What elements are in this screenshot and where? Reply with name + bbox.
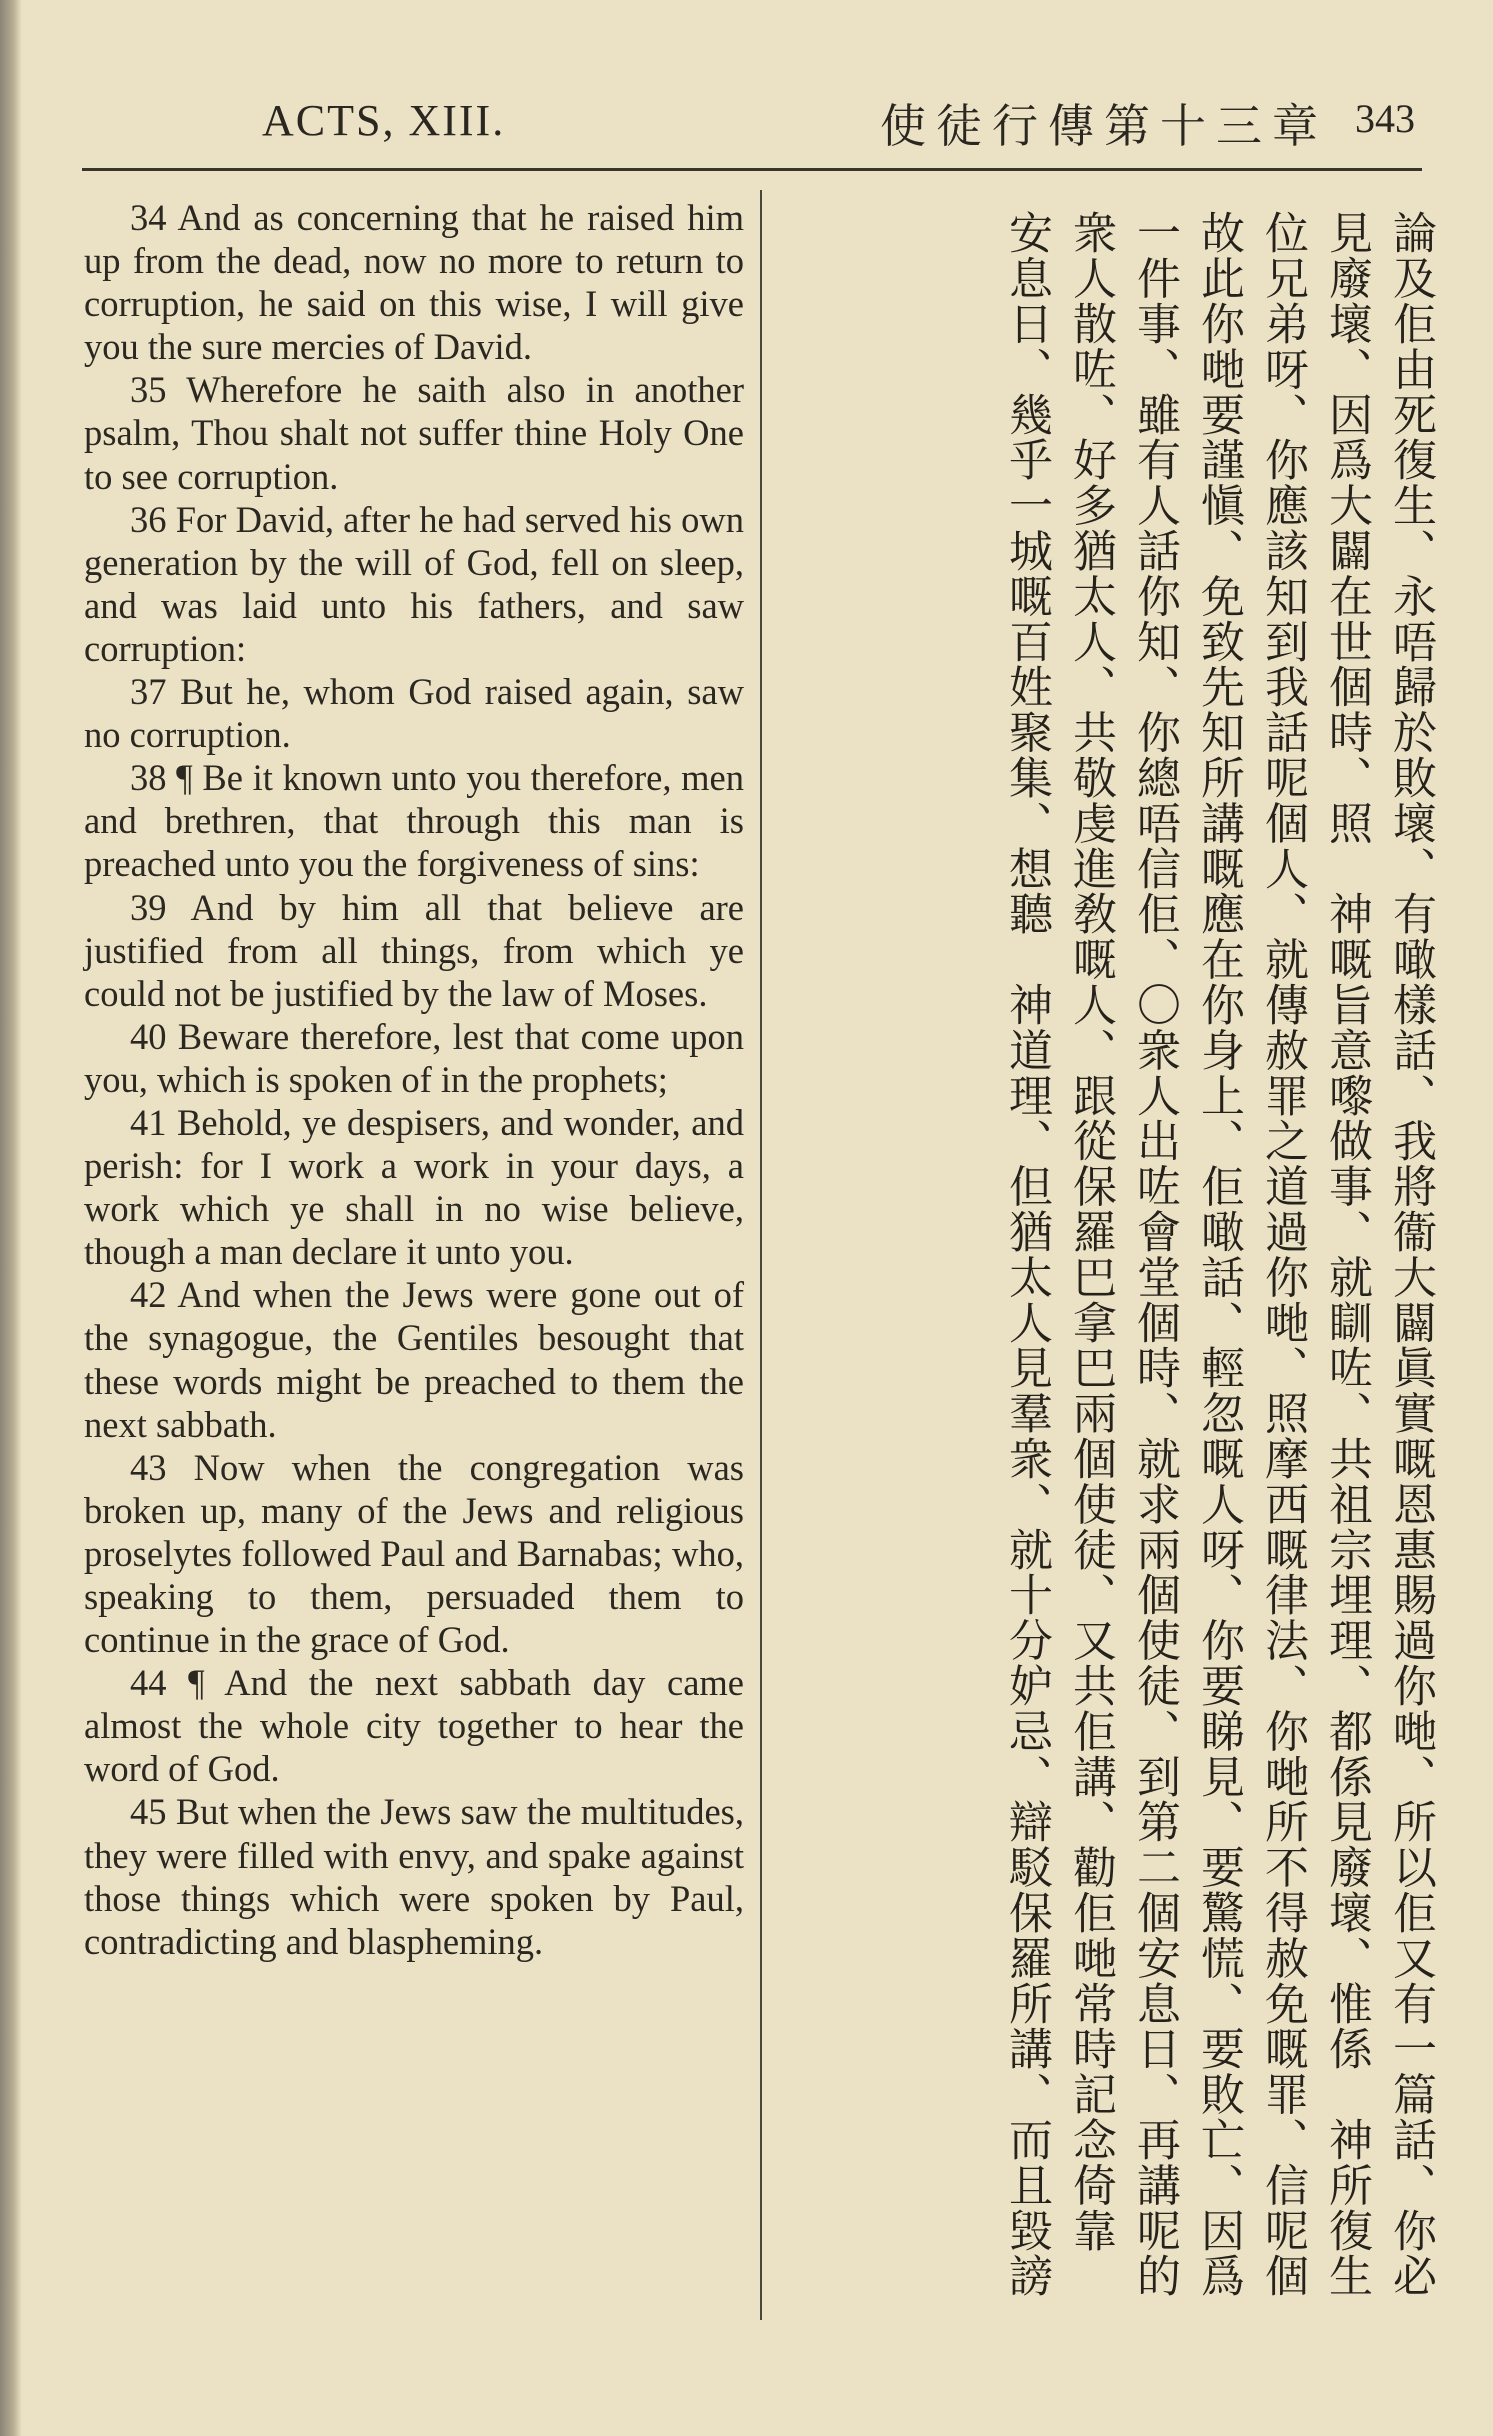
chinese-text-column: 見廢壞、因爲大闢在世個時、照 神嘅旨意嚟做事、就瞓咗、共祖宗埋理、都係見廢壞、惟係 神所復生 bbox=[1321, 210, 1372, 2299]
verse-40: 40 Beware therefore, lest that come upon you, which is spoken of in the prophets; bbox=[84, 1015, 744, 1100]
chinese-text-column: 故此你哋要謹愼、免致先知所講嘅應在你身上、佢噉話、輕忽嘅人呀、你要睇見、要驚慌、要敗亡、因爲 bbox=[1193, 210, 1244, 2299]
chinese-text-column: 衆人散咗、好多猶太人、共敬虔進敎嘅人、跟從保羅巴拿巴兩個使徒、又共佢講、勸佢哋常時記念倚靠 bbox=[1065, 210, 1116, 2253]
column-divider bbox=[760, 190, 762, 2320]
chinese-text-column: 論及佢由死復生、永唔歸於敗壞、有噉樣話、我將衞大闢眞實嘅恩惠賜過你哋、所以佢又有一篇話、你必 bbox=[1385, 210, 1436, 2299]
header-english-title: ACTS, XIII. bbox=[262, 96, 506, 145]
verse-43: 43 Now when the congregation was broken up, many of the Jews and religious proselytes followed Paul and Barnabas; who, speaking to them, persuaded them to continue in the grace of God. bbox=[84, 1446, 744, 1661]
verse-42: 42 And when the Jews were gone out of the synagogue, the Gentiles besought that these words might be preached to them the next sabbath. bbox=[84, 1274, 744, 1445]
verse-36: 36 For David, after he had served his own generation by the will of God, fell on sleep, and was laid unto his fathers, and saw corruption: bbox=[84, 498, 744, 669]
verse-41: 41 Behold, ye despisers, and wonder, and perish: for I work a work in your days, a work which ye shall in no wise believe, though a man declare it unto you. bbox=[84, 1101, 744, 1273]
chinese-text-column: 一件事、雖有人話你知、你總唔信佢、〇衆人出咗會堂個時、就求兩個使徒、到第二個安息日、再講呢的 bbox=[1129, 210, 1180, 2299]
page-header bbox=[0, 0, 1493, 170]
verse-38: 38 ¶ Be it known unto you therefore, men and brethren, that through this man is preached unto you the forgiveness of sins: bbox=[84, 757, 744, 885]
chinese-text-column: 位兄弟呀、你應該知到我話呢個人、就傳赦罪之道過你哋、照摩西嘅律法、你哋所不得赦免嘅罪、信呢個 bbox=[1257, 210, 1308, 2299]
chinese-column bbox=[790, 210, 1440, 2340]
header-chinese-title: 使徒行傳第十三章 bbox=[880, 101, 1328, 152]
verse-37: 37 But he, whom God raised again, saw no corruption. bbox=[84, 671, 744, 756]
verse-35: 35 Wherefore he saith also in another psalm, Thou shalt not suffer thine Holy One to see corruption. bbox=[84, 369, 744, 497]
header-rule bbox=[82, 168, 1422, 171]
page-number: 343 bbox=[1355, 96, 1415, 141]
english-column bbox=[84, 196, 744, 1963]
chinese-text-column: 安息日、幾乎一城嘅百姓聚集、想聽 神道理、但猶太人見羣衆、就十分妒忌、辯駁保羅所講、而且毀謗 bbox=[1001, 210, 1052, 2299]
verse-45: 45 But when the Jews saw the multitudes, they were filled with envy, and spake against those things which were spoken by Paul, contradicting and blaspheming. bbox=[84, 1791, 744, 1962]
verse-39: 39 And by him all that believe are justified from all things, from which ye could not be justified by the law of Moses. bbox=[84, 886, 744, 1014]
verse-44: 44 ¶ And the next sabbath day came almost the whole city together to hear the word of God. bbox=[84, 1662, 744, 1790]
verse-34: 34 And as concerning that he raised him up from the dead, now no more to return to corruption, he said on this wise, I will give you the sure mercies of David. bbox=[84, 197, 744, 368]
